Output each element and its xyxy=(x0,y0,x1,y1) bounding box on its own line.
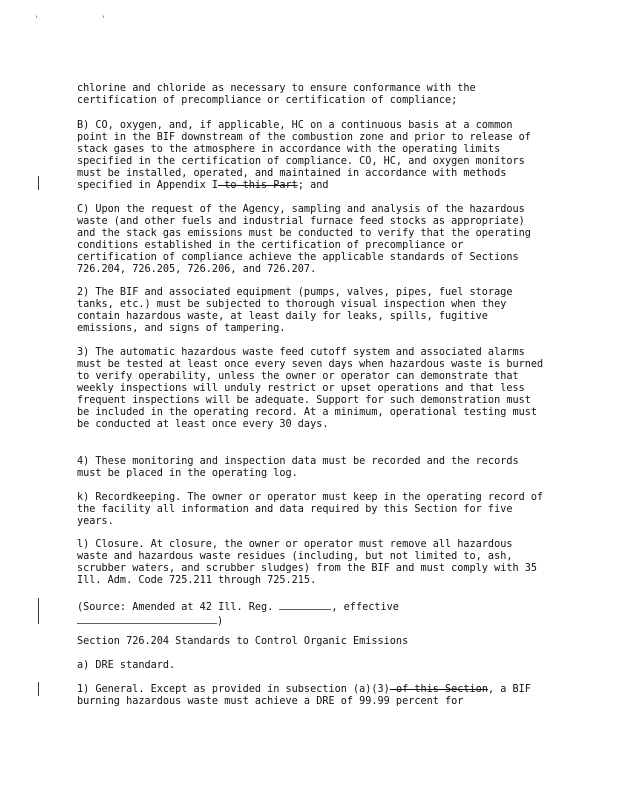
struck-text: of this Section xyxy=(389,684,488,695)
paragraph-2: 2) The BIF and associated equipment (pumps, valves, pipes, fuel storage tanks, etc.) must be subjected to thorough visual inspection when they contain hazardous waste, at least daily for leaks, spills, fugitive emissions, and signs of tampering. xyxy=(77,287,513,334)
paragraph-1-end: , a BIF burning hazardous waste must achieve a DRE of 99.99 percent for xyxy=(77,684,531,707)
paragraph-1 xyxy=(77,684,547,708)
reg-page-blank xyxy=(279,600,331,610)
effective-date-blank xyxy=(77,614,217,624)
change-bar xyxy=(38,682,39,696)
paragraph-c: C) Upon the request of the Agency, sampling and analysis of the hazardous waste (and other fuels and industrial furnace feed stocks as appropriate) and the stack gas emissions must be conducted to verify that the operating conditions established in the certification of precompliance or certification of compliance achieve the applicable standards of Sections 726.204, 726.205, 726.206, and 726.207. xyxy=(77,204,531,275)
change-bar xyxy=(38,598,39,624)
struck-text: to this Part xyxy=(218,180,298,191)
paragraph-4: 4) These monitoring and inspection data must be recorded and the records must be placed in the operating log. xyxy=(77,456,519,479)
source-text: (Source: Amended at 42 Ill. Reg. xyxy=(77,602,280,613)
paragraph-k: k) Recordkeeping. The owner or operator must keep in the operating record of the facility all information and data required by this Section for five years. xyxy=(77,492,544,527)
paragraph-l: l) Closure. At closure, the owner or operator must remove all hazardous waste and hazardous waste residues (including, but not limited to, ash, scrubber waters, and scrubber sludges) from the BIF and must comply with 35 Ill. Adm. Code 725.211 through 725.215. xyxy=(77,539,538,586)
source-close: ) xyxy=(217,616,224,627)
scan-specks: ' ' xyxy=(34,15,135,25)
paragraph-1-text: 1) General. Except as provided in subsection (a)(3) xyxy=(77,684,390,695)
change-bar xyxy=(38,176,39,190)
paragraph-b-end: ; and xyxy=(297,180,329,191)
source-effective: , effective xyxy=(331,602,399,613)
source-note xyxy=(77,600,547,628)
section-heading: Section 726.204 Standards to Control Organic Emissions xyxy=(77,636,409,647)
paragraph-b xyxy=(77,120,547,192)
intro-paragraph: chlorine and chloride as necessary to ensure conformance with the certification of precompliance or certification of compliance; xyxy=(77,83,476,106)
paragraph-b-text: B) CO, oxygen, and, if applicable, HC on a continuous basis at a common point in the BIF downstream of the combustion zone and prior to release of stack gases to the atmosphere in accordance with the operating limits specified in the certification of compliance. CO, HC, and oxygen monitors must be installed, operated, and maintained in accordance with methods specified in Appendix I xyxy=(77,120,531,191)
paragraph-3: 3) The automatic hazardous waste feed cutoff system and associated alarms must be tested at least once every seven days when hazardous waste is burned to verify operability, unless the owner or operator can demonstrate that weekly inspections will unduly restrict or upset operations and that less frequent inspections will be adequate. Support for such demonstration must be included in the operating record. At a minimum, operational testing must be conducted at least once every 30 days. xyxy=(77,347,544,430)
paragraph-a: a) DRE standard. xyxy=(77,660,176,671)
